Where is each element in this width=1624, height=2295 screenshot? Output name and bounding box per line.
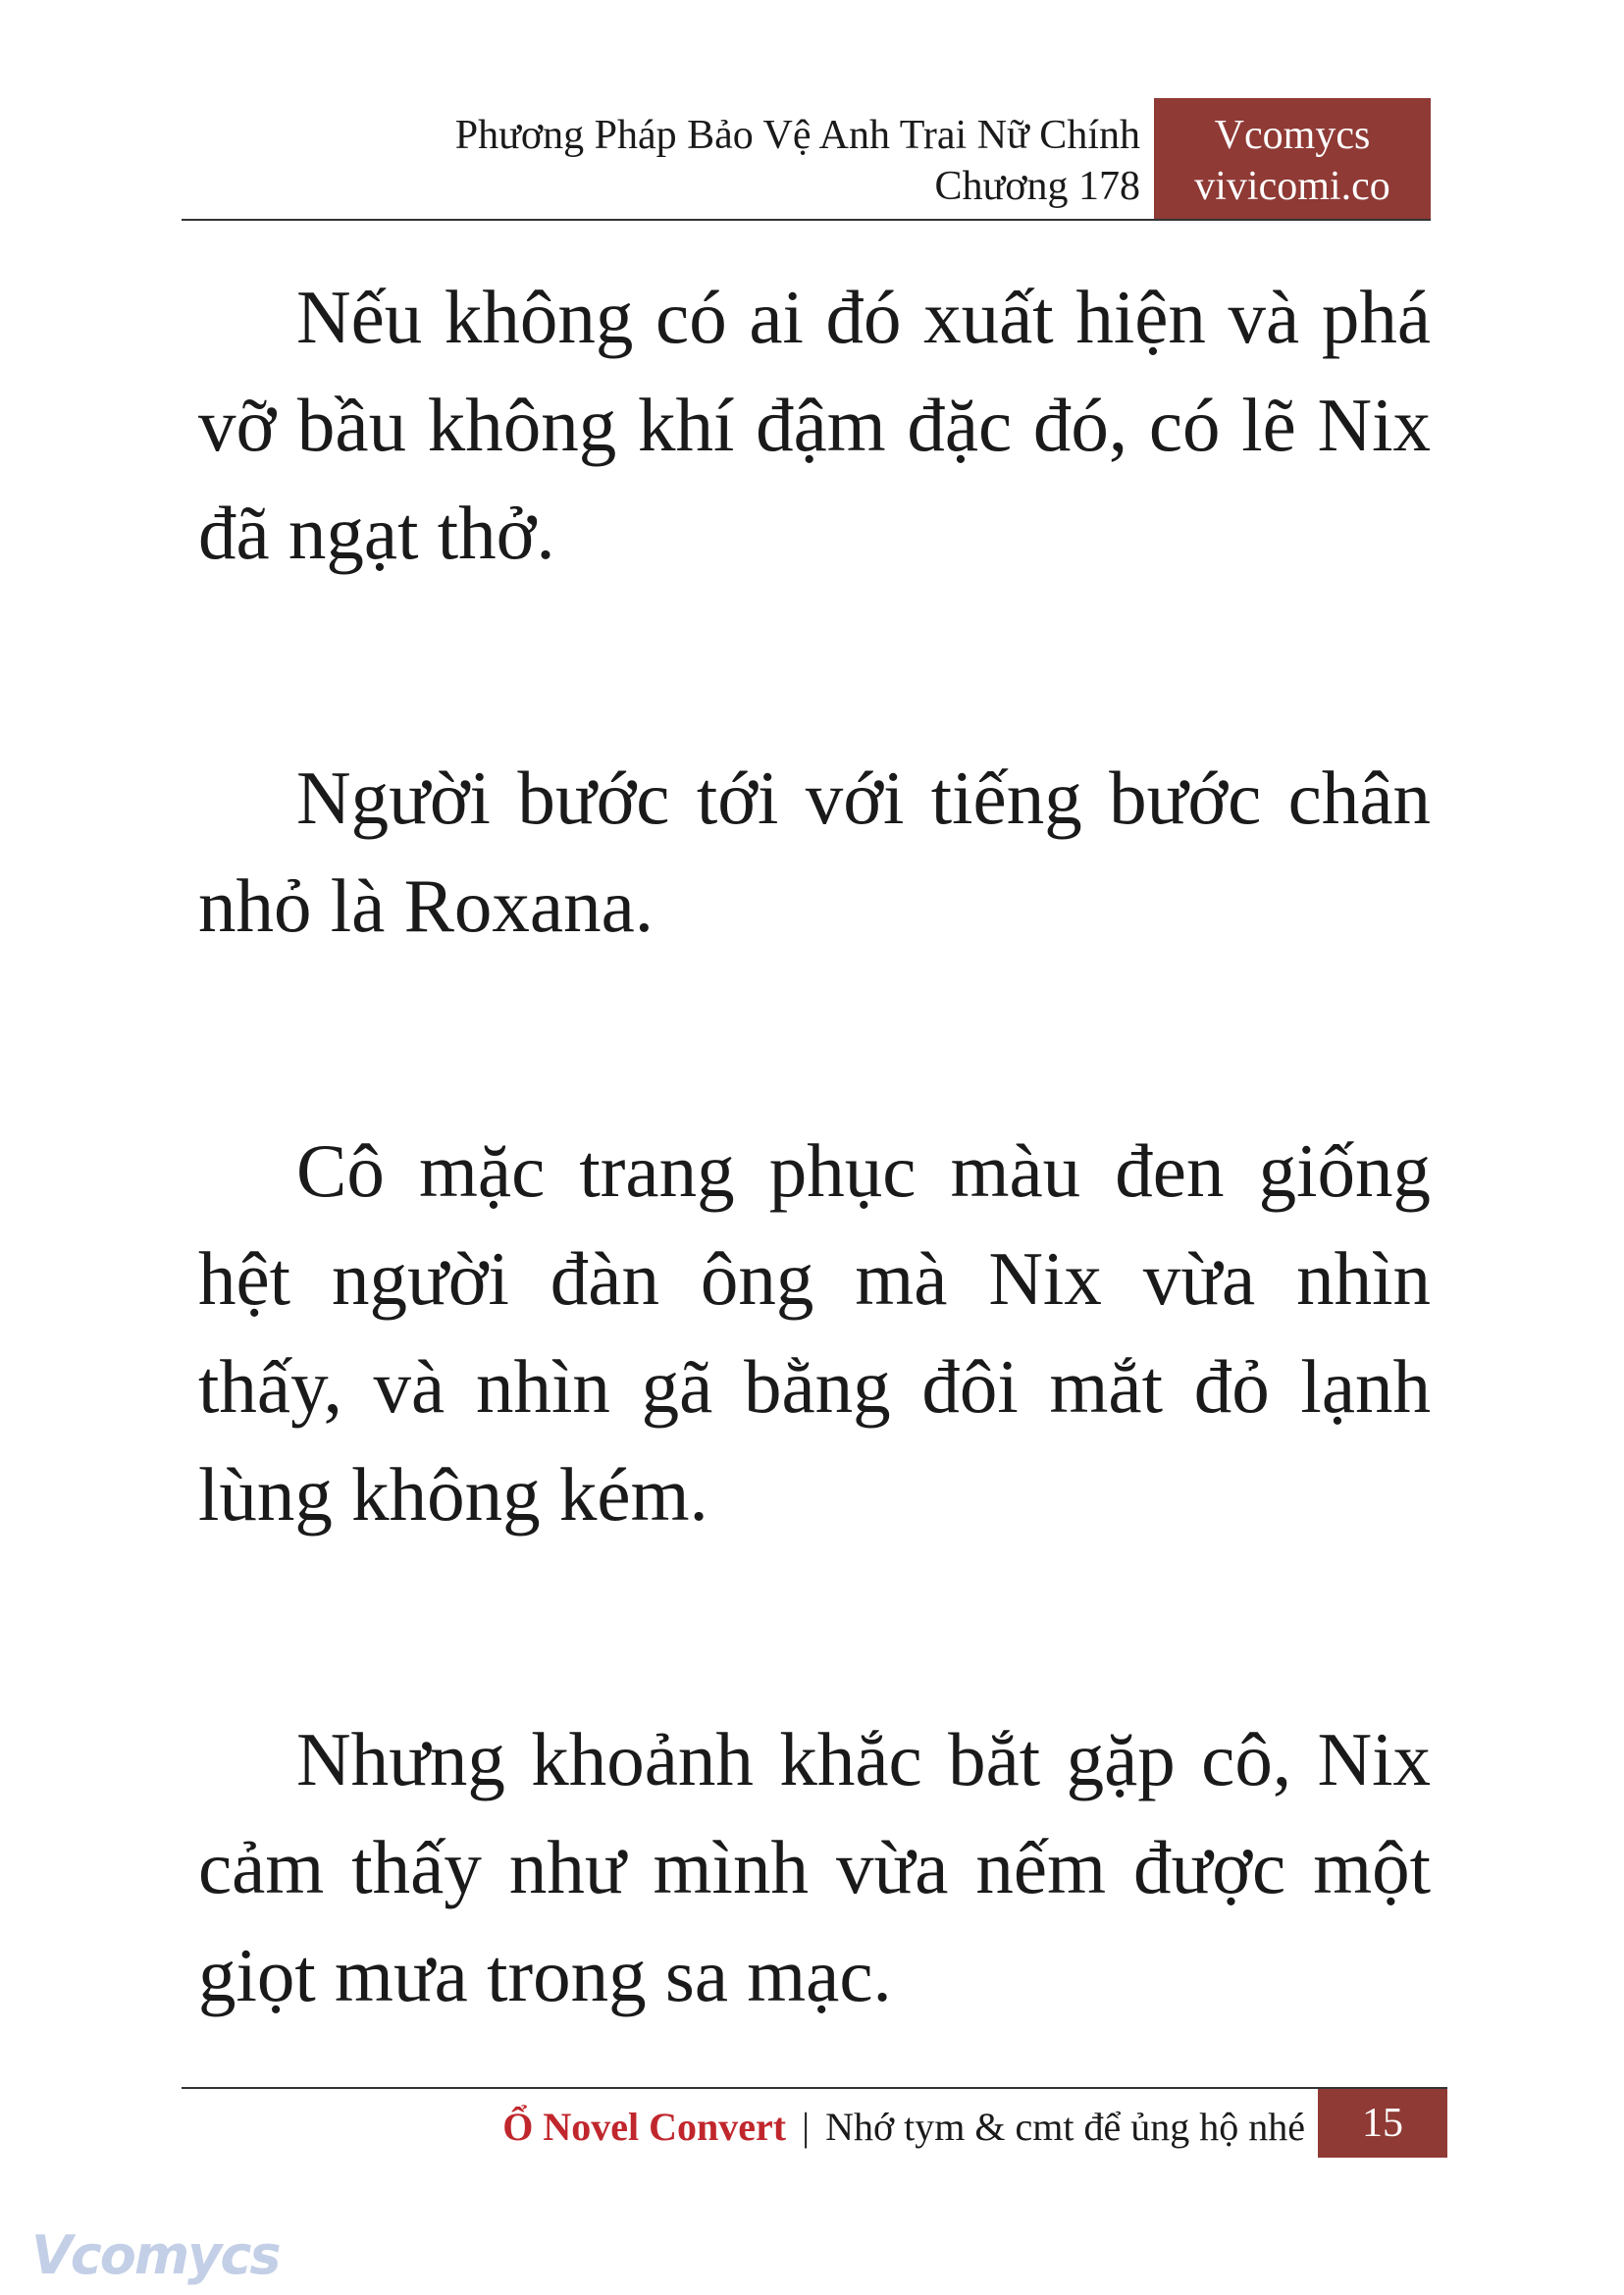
footer-text [502, 2103, 1305, 2152]
site-name: Vcomycs [1214, 113, 1371, 158]
page-footer [182, 2089, 1447, 2158]
paragraph: Nhưng khoảnh khắc bắt gặp cô, Nix cảm thấy như mình vừa nếm được một giọt mưa trong sa mạc. [198, 1717, 1431, 2017]
footer-brand: Ổ Novel Convert [502, 2105, 787, 2149]
watermark-text: Vcomycs [31, 2224, 280, 2286]
site-badge [1154, 98, 1431, 220]
paragraph: Nếu không có ai đó xuất hiện và phá vỡ bầu không khí đậm đặc đó, có lẽ Nix đã ngạt thở. [198, 275, 1431, 575]
watermark-logo [31, 2221, 280, 2290]
header-title-block [455, 110, 1140, 212]
page-number: 15 [1318, 2089, 1447, 2158]
page-header [182, 98, 1431, 220]
paragraph: Người bước tới với tiếng bước chân nhỏ là Roxana. [198, 756, 1431, 948]
footer-separator: | [802, 2105, 811, 2149]
chapter-body [198, 263, 1431, 2186]
footer-note: Nhớ tym & cmt để ủng hộ nhé [825, 2105, 1305, 2149]
book-title: Phương Pháp Bảo Vệ Anh Trai Nữ Chính [454, 113, 1140, 158]
paragraph: Cô mặc trang phục màu đen giống hệt người đàn ông mà Nix vừa nhìn thấy, và nhìn gã bằng đôi mắt đỏ lạnh lùng không kém. [198, 1128, 1431, 1537]
header-divider [182, 219, 1431, 221]
site-url: vivicomi.co [1194, 164, 1390, 209]
chapter-label: Chương 178 [934, 164, 1140, 209]
